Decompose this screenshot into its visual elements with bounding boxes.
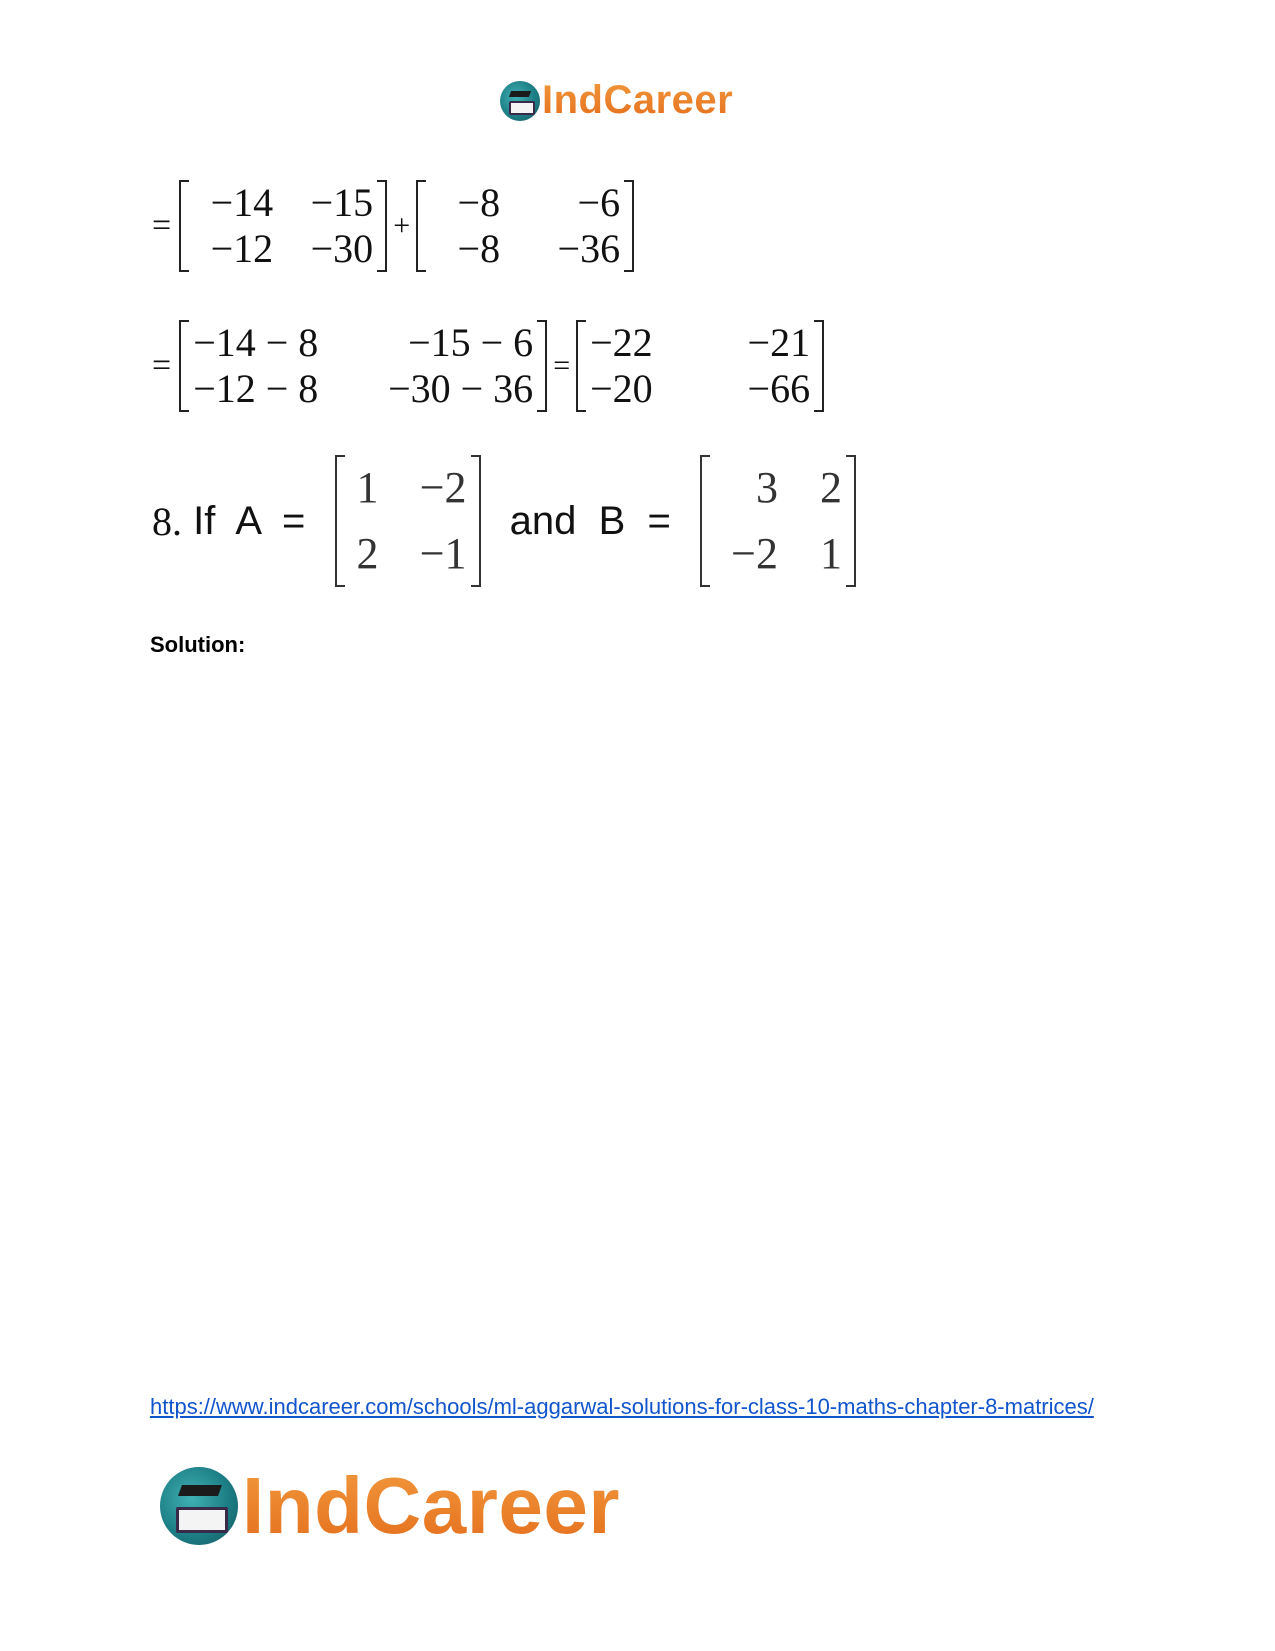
matrix-cell: −8 <box>457 180 501 225</box>
matrix-cell: 2 <box>820 463 842 512</box>
matrix-cell: −14 − 8 <box>193 320 319 365</box>
matrix-sum-line <box>152 180 634 272</box>
matrix-cell: −15 <box>310 180 374 225</box>
question-number: 8. <box>152 498 182 544</box>
matrix <box>179 320 547 412</box>
matrix-b <box>700 455 856 587</box>
matrix-cell: 1 <box>820 529 842 578</box>
source-link[interactable]: https://www.indcareer.com/schools/ml-aggarwal-solutions-for-class-10-maths-chapter-8-matrices/ <box>150 1394 1094 1419</box>
matrix-cell: −14 <box>210 180 274 225</box>
matrix-cell: −15 − 6 <box>408 320 534 365</box>
logo-text: IndCareer <box>242 1461 620 1550</box>
graduation-book-icon <box>500 81 540 121</box>
matrix-cell: −6 <box>577 180 621 225</box>
matrix-cell: −21 <box>747 320 811 365</box>
matrix-cell: 3 <box>756 463 778 512</box>
question-text-and: and B = <box>498 498 682 543</box>
footer-logo <box>160 1460 620 1552</box>
matrix-cell: −20 <box>590 366 653 411</box>
graduation-book-icon <box>160 1467 238 1545</box>
matrix-cell: −2 <box>731 529 778 578</box>
matrix-a <box>335 455 481 587</box>
matrix-cell: −30 − 36 <box>388 366 534 411</box>
solution-label: Solution: <box>150 632 246 657</box>
logo-text: IndCareer <box>542 78 734 122</box>
question-8 <box>152 455 856 587</box>
plus-sign: + <box>393 209 411 242</box>
matrix <box>179 180 387 272</box>
matrix <box>416 180 634 272</box>
header-logo <box>500 78 733 123</box>
matrix-cell: 1 <box>356 463 379 512</box>
matrix-cell: −22 <box>590 320 653 365</box>
equals-sign: = <box>152 207 172 244</box>
matrix-cell: −30 <box>310 226 374 271</box>
matrix <box>576 320 824 412</box>
matrix-cell: −36 <box>557 226 621 271</box>
matrix-result-line <box>152 320 824 412</box>
equals-sign: = <box>553 349 571 382</box>
matrix-cell: −1 <box>419 529 467 578</box>
matrix-cell: −2 <box>419 463 467 512</box>
matrix-cell: −12 <box>210 226 274 271</box>
question-text-if: If A = <box>182 498 317 543</box>
matrix-cell: −66 <box>747 366 811 411</box>
matrix-cell: 2 <box>356 529 379 578</box>
equals-sign: = <box>152 347 172 384</box>
matrix-cell: −12 − 8 <box>193 366 319 411</box>
matrix-cell: −8 <box>457 226 501 271</box>
